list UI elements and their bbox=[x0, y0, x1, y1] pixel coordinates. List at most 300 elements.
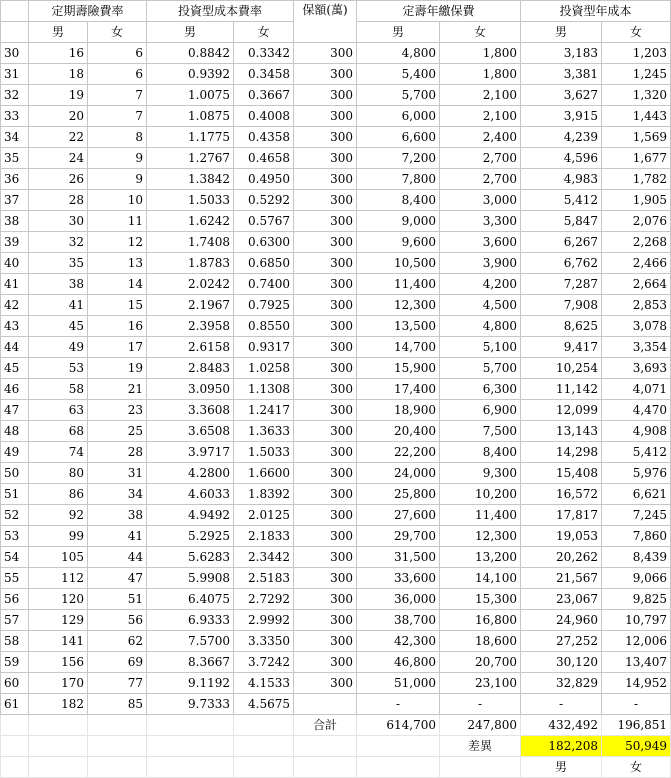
age-cell[interactable]: 38 bbox=[1, 211, 29, 232]
header-term-rate[interactable]: 定期壽險費率 bbox=[29, 1, 147, 22]
inv-cost-female[interactable]: 10,797 bbox=[602, 610, 671, 631]
sum-insured[interactable]: 300 bbox=[294, 316, 357, 337]
sum-insured[interactable]: 300 bbox=[294, 568, 357, 589]
term-premium-male[interactable]: 5,400 bbox=[357, 64, 440, 85]
inv-rate-male[interactable]: 4.2800 bbox=[147, 463, 234, 484]
sum-insured[interactable]: 300 bbox=[294, 442, 357, 463]
term-rate-male[interactable]: 35 bbox=[29, 253, 88, 274]
term-premium-male[interactable]: 15,900 bbox=[357, 358, 440, 379]
inv-cost-male[interactable]: 4,596 bbox=[521, 148, 602, 169]
total-inv-female[interactable]: 196,851 bbox=[602, 715, 671, 736]
inv-rate-male[interactable]: 0.9392 bbox=[147, 64, 234, 85]
term-rate-female[interactable]: 77 bbox=[88, 673, 147, 694]
term-rate-male[interactable]: 49 bbox=[29, 337, 88, 358]
term-premium-female[interactable]: 20,700 bbox=[440, 652, 521, 673]
age-cell[interactable]: 44 bbox=[1, 337, 29, 358]
age-cell[interactable]: 61 bbox=[1, 694, 29, 715]
term-rate-male[interactable]: 18 bbox=[29, 64, 88, 85]
inv-rate-male[interactable]: 1.0075 bbox=[147, 85, 234, 106]
term-rate-male[interactable]: 45 bbox=[29, 316, 88, 337]
sum-insured[interactable]: 300 bbox=[294, 337, 357, 358]
inv-cost-female[interactable]: 1,569 bbox=[602, 127, 671, 148]
inv-rate-female[interactable]: 2.0125 bbox=[234, 505, 294, 526]
inv-rate-female[interactable]: 3.3350 bbox=[234, 631, 294, 652]
inv-cost-male[interactable]: 6,267 bbox=[521, 232, 602, 253]
inv-rate-male[interactable]: 4.6033 bbox=[147, 484, 234, 505]
sum-insured[interactable]: 300 bbox=[294, 631, 357, 652]
term-rate-female[interactable]: 25 bbox=[88, 421, 147, 442]
inv-rate-male[interactable]: 1.3842 bbox=[147, 169, 234, 190]
difference-male[interactable]: 182,208 bbox=[521, 736, 602, 757]
inv-rate-female[interactable]: 0.4008 bbox=[234, 106, 294, 127]
term-premium-female[interactable]: 3,600 bbox=[440, 232, 521, 253]
term-rate-male[interactable]: 156 bbox=[29, 652, 88, 673]
inv-rate-female[interactable]: 2.7292 bbox=[234, 589, 294, 610]
inv-cost-female[interactable]: 12,006 bbox=[602, 631, 671, 652]
term-rate-male[interactable]: 19 bbox=[29, 85, 88, 106]
age-cell[interactable]: 58 bbox=[1, 631, 29, 652]
term-premium-male[interactable]: 12,300 bbox=[357, 295, 440, 316]
inv-cost-female[interactable]: - bbox=[602, 694, 671, 715]
inv-cost-male[interactable]: 4,983 bbox=[521, 169, 602, 190]
empty-cell[interactable] bbox=[147, 715, 234, 736]
term-premium-female[interactable]: 4,200 bbox=[440, 274, 521, 295]
sum-insured[interactable]: 300 bbox=[294, 85, 357, 106]
age-cell[interactable]: 52 bbox=[1, 505, 29, 526]
inv-rate-male[interactable]: 3.6508 bbox=[147, 421, 234, 442]
term-rate-female[interactable]: 38 bbox=[88, 505, 147, 526]
term-premium-female[interactable]: 2,100 bbox=[440, 106, 521, 127]
corner-cell[interactable] bbox=[1, 1, 29, 22]
term-rate-male[interactable]: 68 bbox=[29, 421, 88, 442]
inv-rate-female[interactable]: 0.3342 bbox=[234, 43, 294, 64]
inv-rate-male[interactable]: 5.9908 bbox=[147, 568, 234, 589]
inv-rate-female[interactable]: 0.9317 bbox=[234, 337, 294, 358]
inv-cost-male[interactable]: 19,053 bbox=[521, 526, 602, 547]
sum-insured[interactable]: 300 bbox=[294, 673, 357, 694]
term-premium-male[interactable]: 33,600 bbox=[357, 568, 440, 589]
age-cell[interactable]: 31 bbox=[1, 64, 29, 85]
inv-cost-male[interactable]: 10,254 bbox=[521, 358, 602, 379]
inv-cost-male[interactable]: 3,381 bbox=[521, 64, 602, 85]
total-term-female[interactable]: 247,800 bbox=[440, 715, 521, 736]
inv-cost-male[interactable]: 7,287 bbox=[521, 274, 602, 295]
header-male[interactable]: 男 bbox=[521, 22, 602, 43]
inv-cost-male[interactable]: 8,625 bbox=[521, 316, 602, 337]
difference-female[interactable]: 50,949 bbox=[602, 736, 671, 757]
inv-rate-male[interactable]: 1.2767 bbox=[147, 148, 234, 169]
header-investment-rate[interactable]: 投資型成本費率 bbox=[147, 1, 294, 22]
inv-rate-male[interactable]: 2.8483 bbox=[147, 358, 234, 379]
inv-cost-male[interactable]: 6,762 bbox=[521, 253, 602, 274]
term-premium-female[interactable]: 8,400 bbox=[440, 442, 521, 463]
empty-cell[interactable] bbox=[29, 715, 88, 736]
sum-insured[interactable]: 300 bbox=[294, 43, 357, 64]
header-female[interactable]: 女 bbox=[440, 22, 521, 43]
term-rate-female[interactable]: 7 bbox=[88, 85, 147, 106]
term-rate-female[interactable]: 9 bbox=[88, 148, 147, 169]
header-male[interactable]: 男 bbox=[29, 22, 88, 43]
term-rate-male[interactable]: 30 bbox=[29, 211, 88, 232]
inv-rate-male[interactable]: 1.5033 bbox=[147, 190, 234, 211]
inv-cost-male[interactable]: 12,099 bbox=[521, 400, 602, 421]
inv-rate-female[interactable]: 1.0258 bbox=[234, 358, 294, 379]
term-rate-female[interactable]: 7 bbox=[88, 106, 147, 127]
age-cell[interactable]: 34 bbox=[1, 127, 29, 148]
inv-cost-male[interactable]: 5,847 bbox=[521, 211, 602, 232]
term-premium-male[interactable]: 5,700 bbox=[357, 85, 440, 106]
inv-cost-female[interactable]: 7,860 bbox=[602, 526, 671, 547]
term-premium-female[interactable]: 4,800 bbox=[440, 316, 521, 337]
inv-cost-male[interactable]: 3,915 bbox=[521, 106, 602, 127]
inv-rate-male[interactable]: 2.1967 bbox=[147, 295, 234, 316]
inv-cost-female[interactable]: 1,443 bbox=[602, 106, 671, 127]
term-premium-female[interactable]: 4,500 bbox=[440, 295, 521, 316]
inv-cost-female[interactable]: 9,825 bbox=[602, 589, 671, 610]
empty-cell[interactable] bbox=[147, 736, 234, 757]
sum-insured[interactable]: 300 bbox=[294, 64, 357, 85]
inv-rate-male[interactable]: 6.4075 bbox=[147, 589, 234, 610]
inv-cost-male[interactable]: 11,142 bbox=[521, 379, 602, 400]
term-rate-female[interactable]: 8 bbox=[88, 127, 147, 148]
sum-insured[interactable]: 300 bbox=[294, 379, 357, 400]
empty-cell[interactable] bbox=[88, 715, 147, 736]
term-premium-female[interactable]: 5,100 bbox=[440, 337, 521, 358]
term-rate-male[interactable]: 99 bbox=[29, 526, 88, 547]
inv-rate-female[interactable]: 0.8550 bbox=[234, 316, 294, 337]
inv-cost-female[interactable]: 7,245 bbox=[602, 505, 671, 526]
age-cell[interactable]: 32 bbox=[1, 85, 29, 106]
inv-cost-male[interactable]: 7,908 bbox=[521, 295, 602, 316]
empty-cell[interactable] bbox=[1, 715, 29, 736]
sum-insured[interactable]: 300 bbox=[294, 484, 357, 505]
term-rate-male[interactable]: 20 bbox=[29, 106, 88, 127]
term-rate-female[interactable]: 28 bbox=[88, 442, 147, 463]
term-premium-male[interactable]: 7,200 bbox=[357, 148, 440, 169]
sum-insured[interactable]: 300 bbox=[294, 652, 357, 673]
term-rate-male[interactable]: 112 bbox=[29, 568, 88, 589]
inv-rate-female[interactable]: 0.4950 bbox=[234, 169, 294, 190]
inv-cost-male[interactable]: 24,960 bbox=[521, 610, 602, 631]
term-rate-female[interactable]: 16 bbox=[88, 316, 147, 337]
inv-cost-female[interactable]: 3,354 bbox=[602, 337, 671, 358]
term-premium-male[interactable]: 31,500 bbox=[357, 547, 440, 568]
inv-rate-female[interactable]: 1.3633 bbox=[234, 421, 294, 442]
sum-insured[interactable]: 300 bbox=[294, 127, 357, 148]
term-rate-male[interactable]: 22 bbox=[29, 127, 88, 148]
inv-rate-male[interactable]: 5.2925 bbox=[147, 526, 234, 547]
sum-insured[interactable]: 300 bbox=[294, 463, 357, 484]
empty-cell[interactable] bbox=[29, 736, 88, 757]
term-rate-female[interactable]: 23 bbox=[88, 400, 147, 421]
sum-insured[interactable]: 300 bbox=[294, 106, 357, 127]
age-cell[interactable]: 54 bbox=[1, 547, 29, 568]
term-premium-male[interactable]: 36,000 bbox=[357, 589, 440, 610]
term-premium-female[interactable]: 9,300 bbox=[440, 463, 521, 484]
sum-insured[interactable]: 300 bbox=[294, 148, 357, 169]
inv-rate-female[interactable]: 0.3667 bbox=[234, 85, 294, 106]
inv-rate-female[interactable]: 0.6300 bbox=[234, 232, 294, 253]
term-rate-male[interactable]: 53 bbox=[29, 358, 88, 379]
inv-cost-female[interactable]: 5,976 bbox=[602, 463, 671, 484]
inv-rate-male[interactable]: 1.0875 bbox=[147, 106, 234, 127]
age-cell[interactable]: 37 bbox=[1, 190, 29, 211]
empty-cell[interactable] bbox=[29, 757, 88, 778]
term-rate-male[interactable]: 86 bbox=[29, 484, 88, 505]
term-rate-female[interactable]: 34 bbox=[88, 484, 147, 505]
inv-rate-female[interactable]: 1.2417 bbox=[234, 400, 294, 421]
age-cell[interactable]: 59 bbox=[1, 652, 29, 673]
term-premium-female[interactable]: 2,400 bbox=[440, 127, 521, 148]
term-rate-female[interactable]: 6 bbox=[88, 64, 147, 85]
age-cell[interactable]: 33 bbox=[1, 106, 29, 127]
term-premium-female[interactable]: 13,200 bbox=[440, 547, 521, 568]
inv-rate-male[interactable]: 2.0242 bbox=[147, 274, 234, 295]
inv-cost-male[interactable]: 20,262 bbox=[521, 547, 602, 568]
term-rate-female[interactable]: 85 bbox=[88, 694, 147, 715]
empty-cell[interactable] bbox=[88, 736, 147, 757]
inv-cost-female[interactable]: 2,268 bbox=[602, 232, 671, 253]
age-cell[interactable]: 45 bbox=[1, 358, 29, 379]
empty-cell[interactable] bbox=[234, 715, 294, 736]
inv-cost-female[interactable]: 1,320 bbox=[602, 85, 671, 106]
age-cell[interactable]: 39 bbox=[1, 232, 29, 253]
inv-rate-female[interactable]: 1.5033 bbox=[234, 442, 294, 463]
inv-rate-female[interactable]: 4.1533 bbox=[234, 673, 294, 694]
term-rate-male[interactable]: 92 bbox=[29, 505, 88, 526]
term-rate-female[interactable]: 41 bbox=[88, 526, 147, 547]
inv-cost-female[interactable]: 1,782 bbox=[602, 169, 671, 190]
term-rate-female[interactable]: 51 bbox=[88, 589, 147, 610]
sum-insured[interactable]: 300 bbox=[294, 526, 357, 547]
inv-cost-female[interactable]: 2,466 bbox=[602, 253, 671, 274]
term-premium-male[interactable]: 46,800 bbox=[357, 652, 440, 673]
inv-rate-female[interactable]: 0.7925 bbox=[234, 295, 294, 316]
sum-insured[interactable]: 300 bbox=[294, 547, 357, 568]
term-premium-male[interactable]: 27,600 bbox=[357, 505, 440, 526]
inv-rate-male[interactable]: 1.7408 bbox=[147, 232, 234, 253]
sum-insured[interactable]: 300 bbox=[294, 505, 357, 526]
term-premium-male[interactable]: 4,800 bbox=[357, 43, 440, 64]
sum-insured[interactable]: 300 bbox=[294, 358, 357, 379]
term-rate-female[interactable]: 47 bbox=[88, 568, 147, 589]
corner-cell-2[interactable] bbox=[1, 22, 29, 43]
totals-label[interactable]: 合計 bbox=[294, 715, 357, 736]
term-rate-female[interactable]: 13 bbox=[88, 253, 147, 274]
inv-rate-male[interactable]: 4.9492 bbox=[147, 505, 234, 526]
term-premium-male[interactable]: 42,300 bbox=[357, 631, 440, 652]
total-term-male[interactable]: 614,700 bbox=[357, 715, 440, 736]
age-cell[interactable]: 57 bbox=[1, 610, 29, 631]
term-premium-male[interactable]: 9,600 bbox=[357, 232, 440, 253]
empty-cell[interactable] bbox=[294, 757, 357, 778]
sum-insured[interactable]: 300 bbox=[294, 589, 357, 610]
sum-insured[interactable]: 300 bbox=[294, 169, 357, 190]
header-term-premium[interactable]: 定壽年繳保費 bbox=[357, 1, 521, 22]
empty-cell[interactable] bbox=[147, 757, 234, 778]
empty-cell[interactable] bbox=[88, 757, 147, 778]
age-cell[interactable]: 46 bbox=[1, 379, 29, 400]
inv-rate-female[interactable]: 0.5292 bbox=[234, 190, 294, 211]
term-premium-female[interactable]: 10,200 bbox=[440, 484, 521, 505]
age-cell[interactable]: 48 bbox=[1, 421, 29, 442]
age-cell[interactable]: 49 bbox=[1, 442, 29, 463]
inv-cost-male[interactable]: 21,567 bbox=[521, 568, 602, 589]
term-premium-female[interactable]: 1,800 bbox=[440, 64, 521, 85]
term-rate-female[interactable]: 11 bbox=[88, 211, 147, 232]
term-premium-male[interactable]: 25,800 bbox=[357, 484, 440, 505]
inv-cost-male[interactable]: 17,817 bbox=[521, 505, 602, 526]
term-rate-female[interactable]: 19 bbox=[88, 358, 147, 379]
inv-rate-female[interactable]: 2.9992 bbox=[234, 610, 294, 631]
term-rate-female[interactable]: 44 bbox=[88, 547, 147, 568]
term-premium-male[interactable]: - bbox=[357, 694, 440, 715]
inv-rate-male[interactable]: 9.7333 bbox=[147, 694, 234, 715]
inv-rate-male[interactable]: 7.5700 bbox=[147, 631, 234, 652]
term-premium-male[interactable]: 14,700 bbox=[357, 337, 440, 358]
age-cell[interactable]: 56 bbox=[1, 589, 29, 610]
inv-cost-female[interactable]: 9,066 bbox=[602, 568, 671, 589]
age-cell[interactable]: 35 bbox=[1, 148, 29, 169]
term-premium-female[interactable]: 1,800 bbox=[440, 43, 521, 64]
term-rate-male[interactable]: 24 bbox=[29, 148, 88, 169]
term-premium-female[interactable]: 3,900 bbox=[440, 253, 521, 274]
term-premium-female[interactable]: 6,300 bbox=[440, 379, 521, 400]
inv-cost-female[interactable]: 1,905 bbox=[602, 190, 671, 211]
term-rate-male[interactable]: 80 bbox=[29, 463, 88, 484]
term-rate-male[interactable]: 170 bbox=[29, 673, 88, 694]
inv-rate-female[interactable]: 3.7242 bbox=[234, 652, 294, 673]
inv-cost-female[interactable]: 2,664 bbox=[602, 274, 671, 295]
term-premium-female[interactable]: 2,700 bbox=[440, 148, 521, 169]
inv-cost-male[interactable]: - bbox=[521, 694, 602, 715]
term-rate-male[interactable]: 74 bbox=[29, 442, 88, 463]
inv-rate-male[interactable]: 0.8842 bbox=[147, 43, 234, 64]
term-premium-female[interactable]: 23,100 bbox=[440, 673, 521, 694]
inv-cost-female[interactable]: 1,203 bbox=[602, 43, 671, 64]
inv-rate-female[interactable]: 2.5183 bbox=[234, 568, 294, 589]
term-rate-male[interactable]: 41 bbox=[29, 295, 88, 316]
inv-cost-female[interactable]: 8,439 bbox=[602, 547, 671, 568]
inv-cost-female[interactable]: 6,621 bbox=[602, 484, 671, 505]
inv-cost-female[interactable]: 2,853 bbox=[602, 295, 671, 316]
term-rate-female[interactable]: 62 bbox=[88, 631, 147, 652]
term-premium-male[interactable]: 22,200 bbox=[357, 442, 440, 463]
empty-cell[interactable] bbox=[357, 736, 440, 757]
term-rate-female[interactable]: 17 bbox=[88, 337, 147, 358]
inv-cost-female[interactable]: 4,908 bbox=[602, 421, 671, 442]
inv-cost-male[interactable]: 32,829 bbox=[521, 673, 602, 694]
inv-cost-female[interactable]: 2,076 bbox=[602, 211, 671, 232]
term-premium-male[interactable]: 29,700 bbox=[357, 526, 440, 547]
term-premium-male[interactable]: 6,000 bbox=[357, 106, 440, 127]
inv-cost-male[interactable]: 3,627 bbox=[521, 85, 602, 106]
inv-cost-female[interactable]: 4,470 bbox=[602, 400, 671, 421]
inv-cost-female[interactable]: 1,677 bbox=[602, 148, 671, 169]
total-inv-male[interactable]: 432,492 bbox=[521, 715, 602, 736]
term-premium-male[interactable]: 10,500 bbox=[357, 253, 440, 274]
inv-rate-female[interactable]: 1.1308 bbox=[234, 379, 294, 400]
inv-rate-male[interactable]: 2.6158 bbox=[147, 337, 234, 358]
inv-rate-male[interactable]: 8.3667 bbox=[147, 652, 234, 673]
inv-cost-male[interactable]: 23,067 bbox=[521, 589, 602, 610]
term-premium-male[interactable]: 11,400 bbox=[357, 274, 440, 295]
term-rate-male[interactable]: 105 bbox=[29, 547, 88, 568]
age-cell[interactable]: 50 bbox=[1, 463, 29, 484]
term-premium-female[interactable]: - bbox=[440, 694, 521, 715]
empty-cell[interactable] bbox=[357, 757, 440, 778]
header-male[interactable]: 男 bbox=[357, 22, 440, 43]
inv-cost-male[interactable]: 30,120 bbox=[521, 652, 602, 673]
inv-rate-female[interactable]: 0.5767 bbox=[234, 211, 294, 232]
term-rate-male[interactable]: 32 bbox=[29, 232, 88, 253]
term-premium-male[interactable]: 20,400 bbox=[357, 421, 440, 442]
term-premium-female[interactable]: 7,500 bbox=[440, 421, 521, 442]
sum-insured[interactable]: 300 bbox=[294, 190, 357, 211]
term-premium-male[interactable]: 13,500 bbox=[357, 316, 440, 337]
term-rate-female[interactable]: 31 bbox=[88, 463, 147, 484]
inv-cost-male[interactable]: 3,183 bbox=[521, 43, 602, 64]
difference-male-label[interactable]: 男 bbox=[521, 757, 602, 778]
inv-cost-male[interactable]: 16,572 bbox=[521, 484, 602, 505]
inv-cost-female[interactable]: 1,245 bbox=[602, 64, 671, 85]
term-rate-male[interactable]: 16 bbox=[29, 43, 88, 64]
term-premium-female[interactable]: 15,300 bbox=[440, 589, 521, 610]
term-premium-male[interactable]: 51,000 bbox=[357, 673, 440, 694]
empty-cell[interactable] bbox=[234, 757, 294, 778]
term-premium-male[interactable]: 7,800 bbox=[357, 169, 440, 190]
term-rate-male[interactable]: 28 bbox=[29, 190, 88, 211]
inv-rate-female[interactable]: 4.5675 bbox=[234, 694, 294, 715]
term-rate-female[interactable]: 10 bbox=[88, 190, 147, 211]
inv-cost-female[interactable]: 13,407 bbox=[602, 652, 671, 673]
inv-rate-male[interactable]: 5.6283 bbox=[147, 547, 234, 568]
term-rate-male[interactable]: 63 bbox=[29, 400, 88, 421]
term-premium-female[interactable]: 2,700 bbox=[440, 169, 521, 190]
inv-rate-female[interactable]: 0.7400 bbox=[234, 274, 294, 295]
empty-cell[interactable] bbox=[1, 736, 29, 757]
inv-cost-male[interactable]: 14,298 bbox=[521, 442, 602, 463]
inv-rate-female[interactable]: 2.1833 bbox=[234, 526, 294, 547]
term-rate-female[interactable]: 69 bbox=[88, 652, 147, 673]
term-rate-female[interactable]: 12 bbox=[88, 232, 147, 253]
term-rate-female[interactable]: 21 bbox=[88, 379, 147, 400]
age-cell[interactable]: 53 bbox=[1, 526, 29, 547]
term-rate-male[interactable]: 141 bbox=[29, 631, 88, 652]
sum-insured[interactable]: 300 bbox=[294, 610, 357, 631]
inv-cost-female[interactable]: 14,952 bbox=[602, 673, 671, 694]
term-premium-male[interactable]: 24,000 bbox=[357, 463, 440, 484]
term-premium-female[interactable]: 2,100 bbox=[440, 85, 521, 106]
term-rate-male[interactable]: 38 bbox=[29, 274, 88, 295]
term-premium-female[interactable]: 12,300 bbox=[440, 526, 521, 547]
empty-cell[interactable] bbox=[440, 757, 521, 778]
inv-cost-male[interactable]: 5,412 bbox=[521, 190, 602, 211]
inv-cost-female[interactable]: 3,693 bbox=[602, 358, 671, 379]
inv-cost-male[interactable]: 4,239 bbox=[521, 127, 602, 148]
inv-rate-female[interactable]: 0.4358 bbox=[234, 127, 294, 148]
age-cell[interactable]: 30 bbox=[1, 43, 29, 64]
header-female[interactable]: 女 bbox=[602, 22, 671, 43]
header-male[interactable]: 男 bbox=[147, 22, 234, 43]
inv-cost-male[interactable]: 13,143 bbox=[521, 421, 602, 442]
sum-insured[interactable]: 300 bbox=[294, 400, 357, 421]
sum-insured[interactable] bbox=[294, 694, 357, 715]
age-cell[interactable]: 47 bbox=[1, 400, 29, 421]
age-cell[interactable]: 43 bbox=[1, 316, 29, 337]
term-rate-female[interactable]: 14 bbox=[88, 274, 147, 295]
inv-rate-female[interactable]: 0.4658 bbox=[234, 148, 294, 169]
